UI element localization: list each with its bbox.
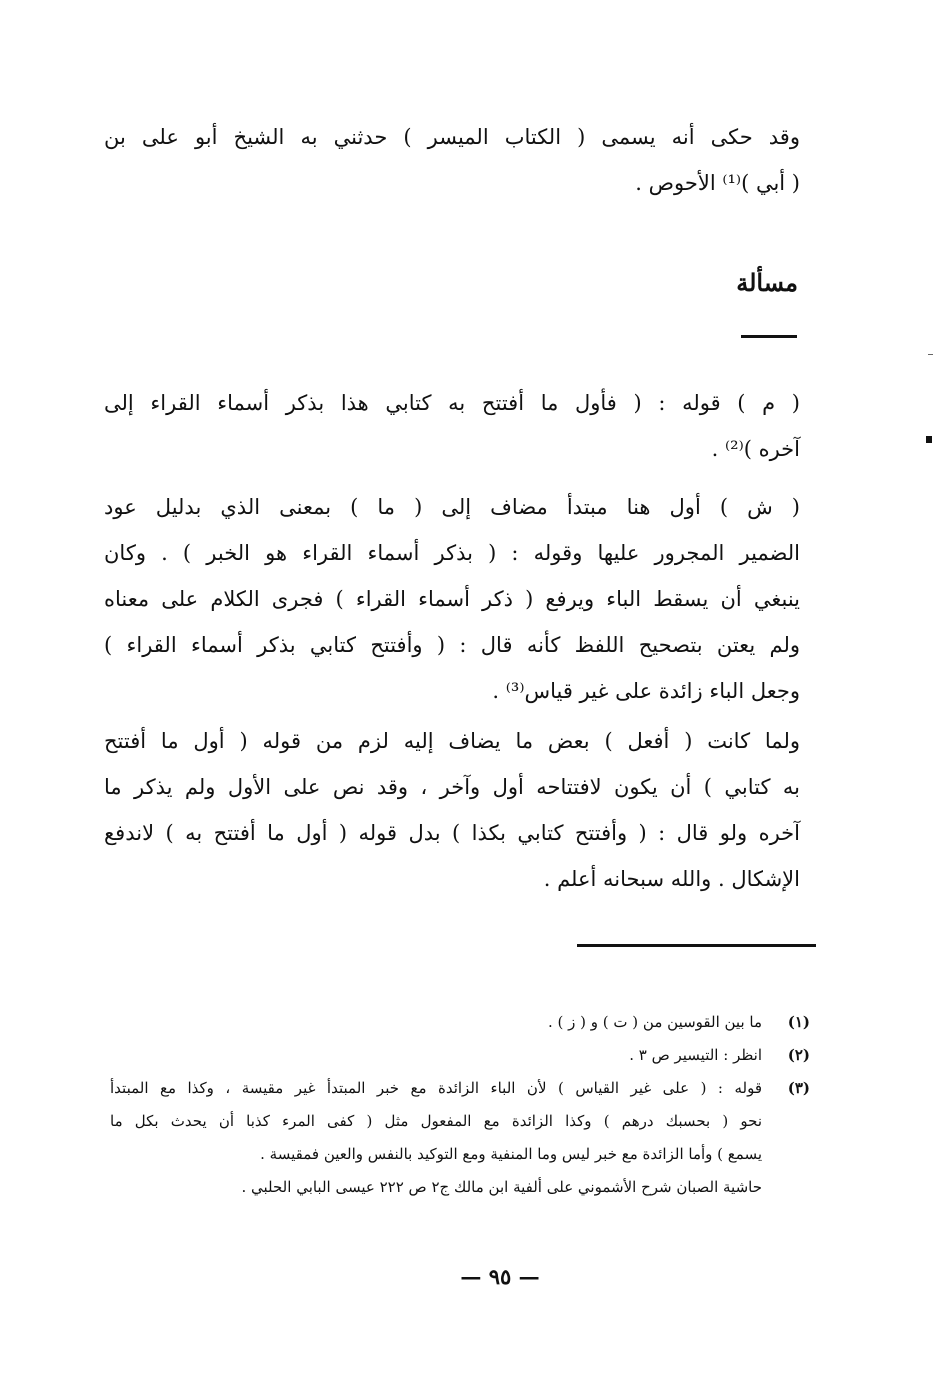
section-heading: مسألة (736, 268, 798, 297)
sharh-line: آخره ولو قال : ( وأفتتح كتابي بكذا ) بدل قوله ( أول ما أفتتح به ) لاندفع (104, 821, 800, 845)
scan-mark (926, 436, 932, 443)
intro-line: ( أبي )⁽¹⁾ الأحوص . (635, 171, 800, 195)
footnote-separator (577, 944, 816, 947)
scan-mark (928, 354, 933, 355)
matn-line: آخره )⁽²⁾ . (711, 437, 800, 461)
footnote-number: (١) (787, 1013, 810, 1031)
footnote-text (110, 1039, 762, 1072)
intro-line: وقد حكى أنه يسمى ( الكتاب الميسر ) حدثني به الشيخ أبو على بن (104, 125, 800, 149)
sharh-line: وجعل الباء زائدة على غير قياس⁽³⁾ . (492, 679, 800, 703)
footnote-line: ما بين القوسين من ( ت ) و ( ز ) . (548, 1013, 762, 1031)
footnote-3 (110, 1072, 810, 1204)
footnote-line: حاشية الصبان شرح الأشموني على ألفية ابن مالك ج٢ ص ٢٢٢ عيسى البابي الحلبي . (241, 1178, 762, 1196)
sharh-line: الضمير المجرور عليها وقوله : ( بذكر أسماء القراء هو الخبر ) . وكان (104, 541, 800, 565)
footnote-number: (٢) (787, 1046, 810, 1064)
footnote-line: انظر : التيسير ص ٣ . (629, 1046, 762, 1064)
footnote-1 (110, 1006, 810, 1039)
sharh-paragraph-1 (104, 484, 800, 714)
matn-paragraph (104, 380, 800, 472)
sharh-line: ولما كانت ( أفعل ) بعض ما يضاف إليه لزم من قوله ( أول ما أفتتح (104, 729, 800, 753)
footnote-line: نحو ( بحسبك درهم ) وكذا الزائدة مع المفعول مثل ( كفى المرء كذبا أن يحدث بكل ما (110, 1112, 762, 1130)
sharh-line: ( ش ) أول هنا مبتدأ مضاف إلى ( ما ) بمعنى الذي بدليل عود (104, 495, 800, 519)
footnote-number: (٣) (787, 1079, 810, 1097)
page-number: — ٩٥ — (460, 1264, 540, 1289)
sharh-paragraph-2 (104, 718, 800, 902)
heading-underline (741, 335, 797, 338)
matn-line: ( م ) قوله : ( فأول ما أفتتح به كتابي هذا بذكر أسماء القراء إلى (104, 391, 800, 415)
footnotes (110, 1006, 810, 1204)
footnote-line: يسمع ) وأما الزائدة مع خبر ليس وما المنفية ومع التوكيد بالنفس والعين فمقيسة . (260, 1145, 762, 1163)
sharh-line: به كتابي ) أن يكون لافتتاحه أول وآخر ، وقد نص على الأول ولم يذكر ما (104, 775, 800, 799)
footnote-text (110, 1072, 762, 1204)
sharh-line: الإشكال . والله سبحانه أعلم . (543, 867, 800, 891)
sharh-line: ينبغي أن يسقط الباء ويرفع ( ذكر أسماء القراء ) فجرى الكلام على معناه (104, 587, 800, 611)
footnote-text (110, 1006, 762, 1039)
footnote-2 (110, 1039, 810, 1072)
intro-paragraph (104, 114, 800, 206)
sharh-line: ولم يعتن بتصحيح اللفظ كأنه قال : ( وأفتتح كتابي بذكر أسماء القراء ) (104, 633, 800, 657)
footnote-line: قوله : ( على غير القياس ) لأن الباء الزائدة مع خبر المبتدأ غير مقيسة ، وكذا مع المبتدأ (110, 1079, 762, 1097)
